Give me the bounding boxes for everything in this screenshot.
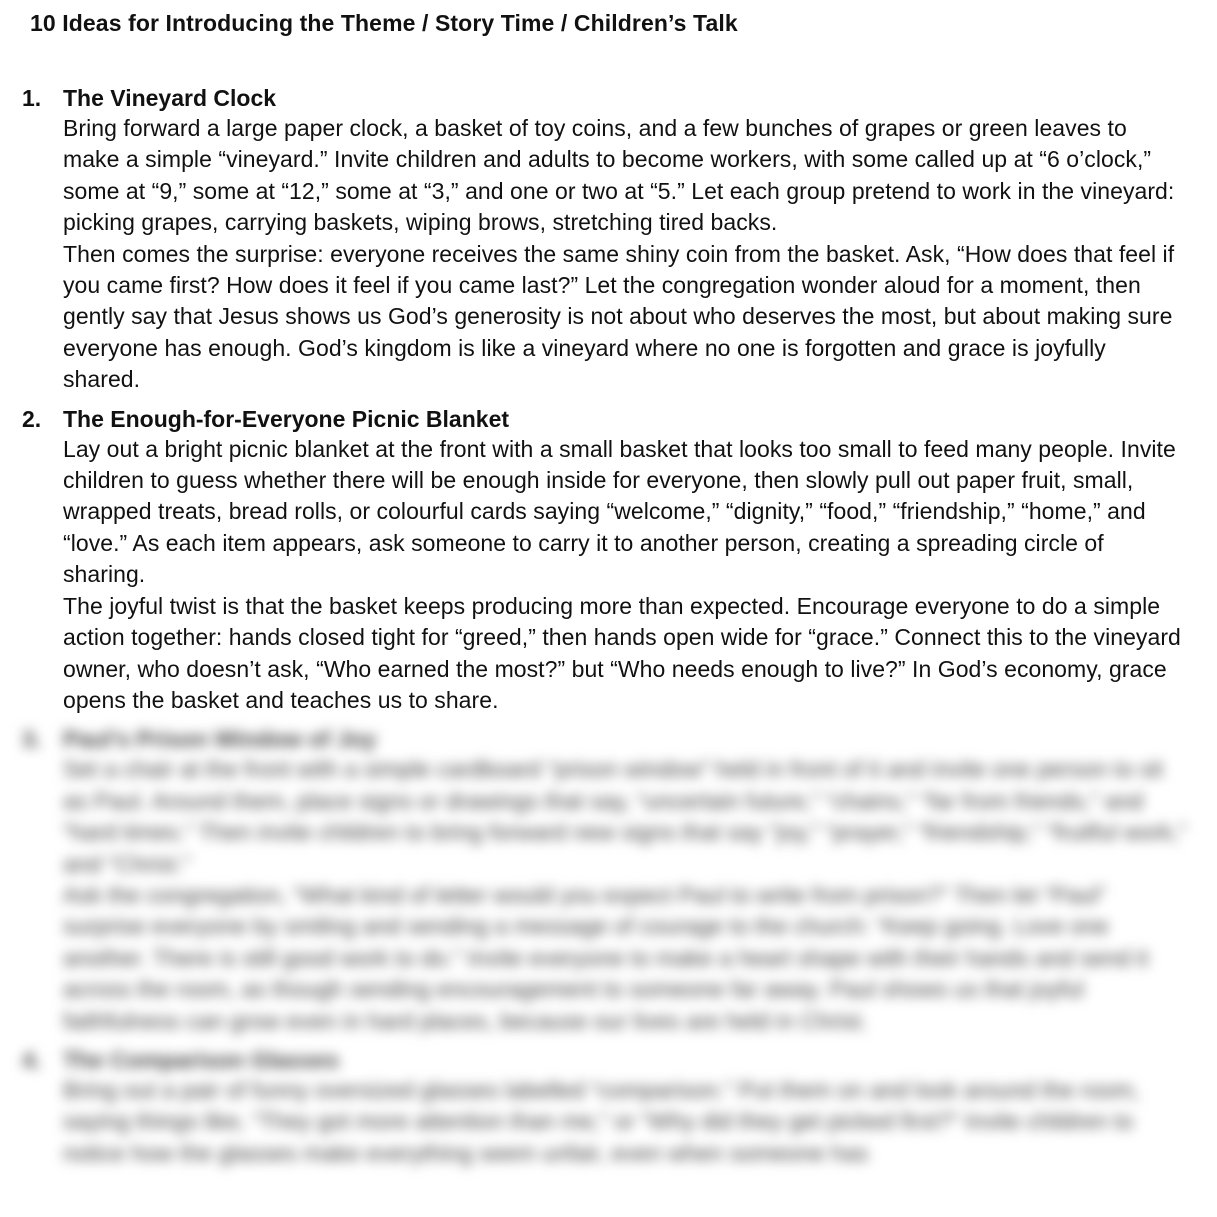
idea-item-blurred (22, 724, 1187, 1037)
idea-item (22, 83, 1187, 396)
idea-heading (22, 83, 1187, 113)
idea-paragraph: Then comes the surprise: everyone receives the same shiny coin from the basket. Ask, “How does that feel if you came first? How does it feel if you came last?” Let the congregation wonder aloud for a moment, then gently say that Jesus shows us God’s generosity is not about who deserves the most, but about making sure everyone has enough. God’s kingdom is like a vineyard where no one is forgotten and grace is joyfully shared. (63, 240, 1175, 393)
idea-title: The Enough-for-Everyone Picnic Blanket (63, 405, 510, 432)
idea-paragraph: Lay out a bright picnic blanket at the front with a small basket that looks too small to feed many people. Invite children to guess whether there will be enough inside for everyone, then slowly pull out paper fruit, small, wrapped treats, bread rolls, or colourful cards saying “welcome,” “dignity,” “food,” “friendship,” “home,” and “love.” As each item appears, ask someone to carry it to another person, creating a spreading circle of sharing. (63, 435, 1176, 588)
idea-number: 1. (22, 85, 42, 111)
idea-title: The Comparison Glasses (63, 1046, 340, 1073)
idea-heading (22, 404, 1187, 434)
idea-item-blurred (22, 1045, 1187, 1169)
idea-number: 3. (22, 726, 42, 753)
idea-number: 2. (22, 405, 42, 432)
idea-heading (22, 724, 1187, 754)
idea-title: Paul’s Prison Window of Joy (63, 726, 377, 753)
idea-paragraph: Ask the congregation, “What kind of letter would you expect Paul to write from prison?” Then let “Paul” surprise everyone by smiling and sending a message of courage to the church: “Keep going. Love one another. There is still good work to do.” Invite everyone to make a heart shape with their hands and send it across the room, as though sending encouragement to someone far away. Paul shows us that joyful faithfulness can grow even in hard places, because our lives are held in Christ. (63, 881, 1149, 1034)
idea-number: 4. (22, 1046, 42, 1073)
idea-paragraph: Bring out a pair of funny oversized glasses labelled “comparison.” Put them on and look around the room, saying things like, “They got more attention than me,” or “Why did they get picked first?” Invite children to notice how the glasses make everything seem unfair, even when someone has (63, 1076, 1140, 1166)
idea-paragraph: The joyful twist is that the basket keeps producing more than expected. Encourage everyone to do a simple action together: hands closed tight for “greed,” then hands open wide for “grace.” Connect this to the vineyard owner, who doesn’t ask, “Who earned the most?” but “Who needs enough to live?” In God’s economy, grace opens the basket and teaches us to share. (63, 592, 1181, 713)
idea-paragraph: Bring forward a large paper clock, a basket of toy coins, and a few bunches of grapes or green leaves to make a simple “vineyard.” Invite children and adults to become workers, with some called up at “6 o’clock,” some at “9,” some at “12,” some at “3,” and one or two at “5.” Let each group pretend to work in the vineyard: picking grapes, carrying baskets, wiping brows, stretching tired backs. (63, 115, 1175, 236)
idea-heading (22, 1045, 1187, 1075)
idea-title: The Vineyard Clock (63, 85, 277, 111)
idea-paragraph: Set a chair at the front with a simple cardboard “prison window” held in front of it and invite one person to sit as Paul. Around them, place signs or drawings that say, “uncertain future,” “chains,” “far from friends,” and “hard times.” Then invite children to bring forward new signs that say “joy,” “prayer,” “friendship,” “fruitful work,” and “Christ.” (63, 756, 1187, 877)
idea-list (22, 83, 1187, 1177)
document-title: 10 Ideas for Introducing the Theme / Story Time / Children’s Talk (30, 10, 738, 36)
idea-item (22, 404, 1187, 717)
